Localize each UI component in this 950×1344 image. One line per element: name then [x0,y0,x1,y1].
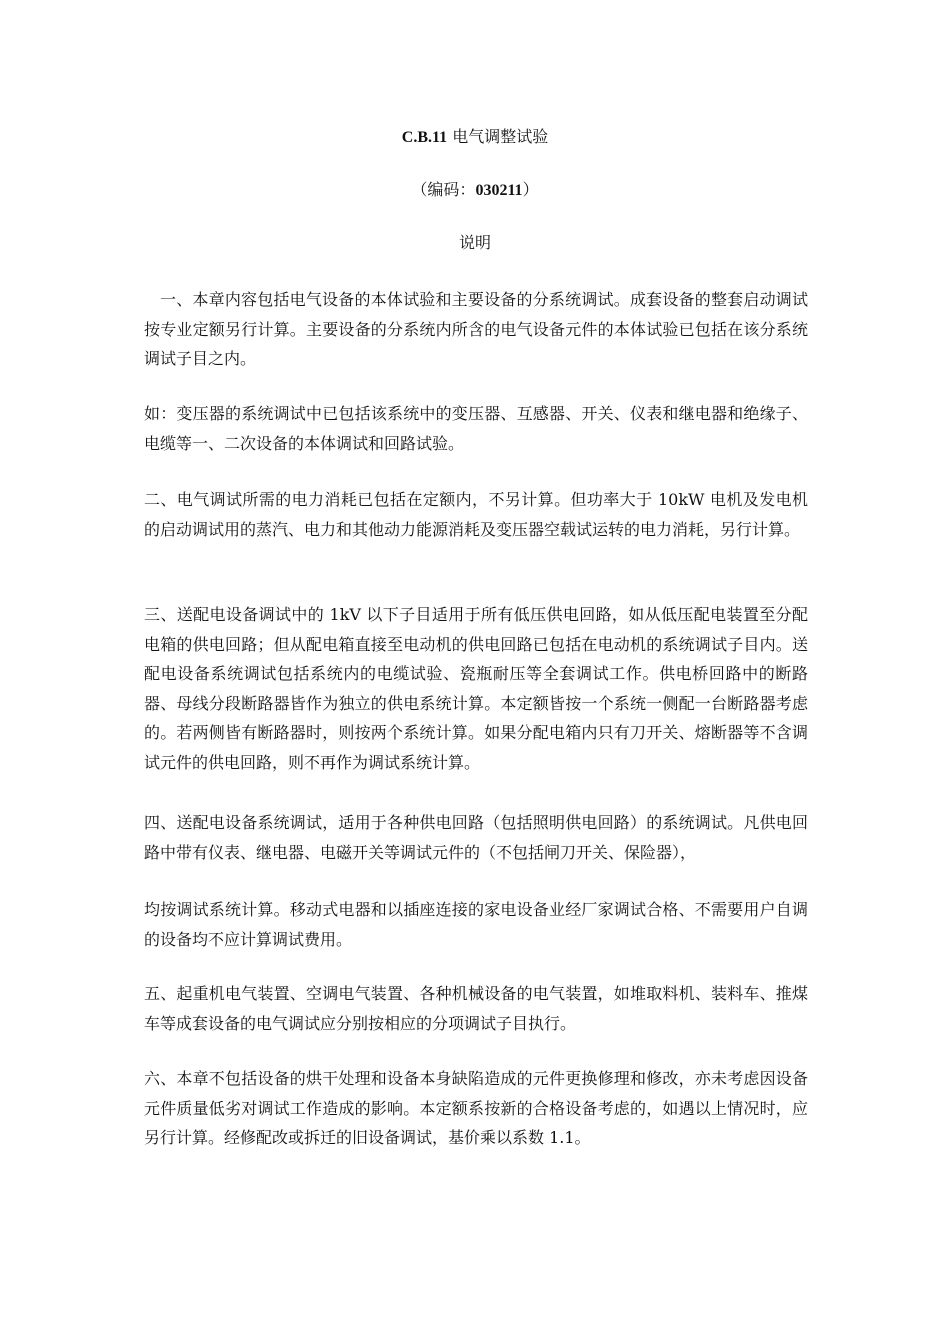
subtitle-code: 030211 [475,182,523,199]
paragraph-8: 六、本章不包括设备的烘干处理和设备本身缺陷造成的元件更换修理和修改，亦未考虑因设备元件质量低劣对调试工作造成的影响。本定额系按新的合格设备考虑的，如遇以上情况时，应另行计算。经修配改或拆迁的旧设备调试，基价乘以系数 1.1。 [144,1069,808,1147]
paragraph-4: 三、送配电设备调试中的 1kV 以下子目适用于所有低压供电回路，如从低压配电装置至分配电箱的供电回路；但从配电箱直接至电动机的供电回路已包括在电动机的系统调试子目内。送配电设备系统调试包括系统内的电缆试验、瓷瓶耐压等全套调试工作。供电桥回路中的断路器、母线分段断路器皆作为独立的供电系统计算。本定额皆按一个系统一侧配一台断路器考虑的。若两侧皆有断路器时，则按两个系统计算。如果分配电箱内只有刀开关、熔断器等不含调试元件的供电回路，则不再作为调试系统计算。 [144,605,808,772]
paragraph-7: 五、起重机电气装置、空调电气装置、各种机械设备的电气装置，如堆取料机、装料车、推煤车等成套设备的电气调试应分别按相应的分项调试子目执行。 [144,984,808,1033]
section-heading: 说明 [458,233,491,252]
subtitle-prefix: （编码： [411,180,476,199]
paragraph-3: 二、电气调试所需的电力消耗已包括在定额内，不另计算。但功率大于 10kW 电机及发电机的启动调试用的蒸汽、电力和其他动力能源消耗及变压器空载试运转的电力消耗，另行计算。 [144,490,808,539]
document-title [0,125,950,150]
paragraph-5: 四、送配电设备系统调试，适用于各种供电回路（包括照明供电回路）的系统调试。凡供电回路中带有仪表、继电器、电磁开关等调试元件的（不包括闸刀开关、保险器）， [144,813,808,862]
title-code: C.B.11 [401,129,448,146]
paragraph-6: 均按调试系统计算。移动式电器和以插座连接的家电设备业经厂家调试合格、不需要用户自调的设备均不应计算调试费用。 [144,900,808,949]
paragraph-2: 如：变压器的系统调试中已包括该系统中的变压器、互感器、开关、仪表和继电器和绝缘子、电缆等一、二次设备的本体调试和回路试验。 [144,404,808,453]
paragraph-1: 一、本章内容包括电气设备的本体试验和主要设备的分系统调试。成套设备的整套启动调试按专业定额另行计算。主要设备的分系统内所含的电气设备元件的本体试验已包括在该分系统调试子目之内。 [144,290,808,368]
subtitle-suffix: ） [522,180,539,199]
document-subtitle [0,178,950,203]
title-text: 电气调整试验 [452,127,549,146]
